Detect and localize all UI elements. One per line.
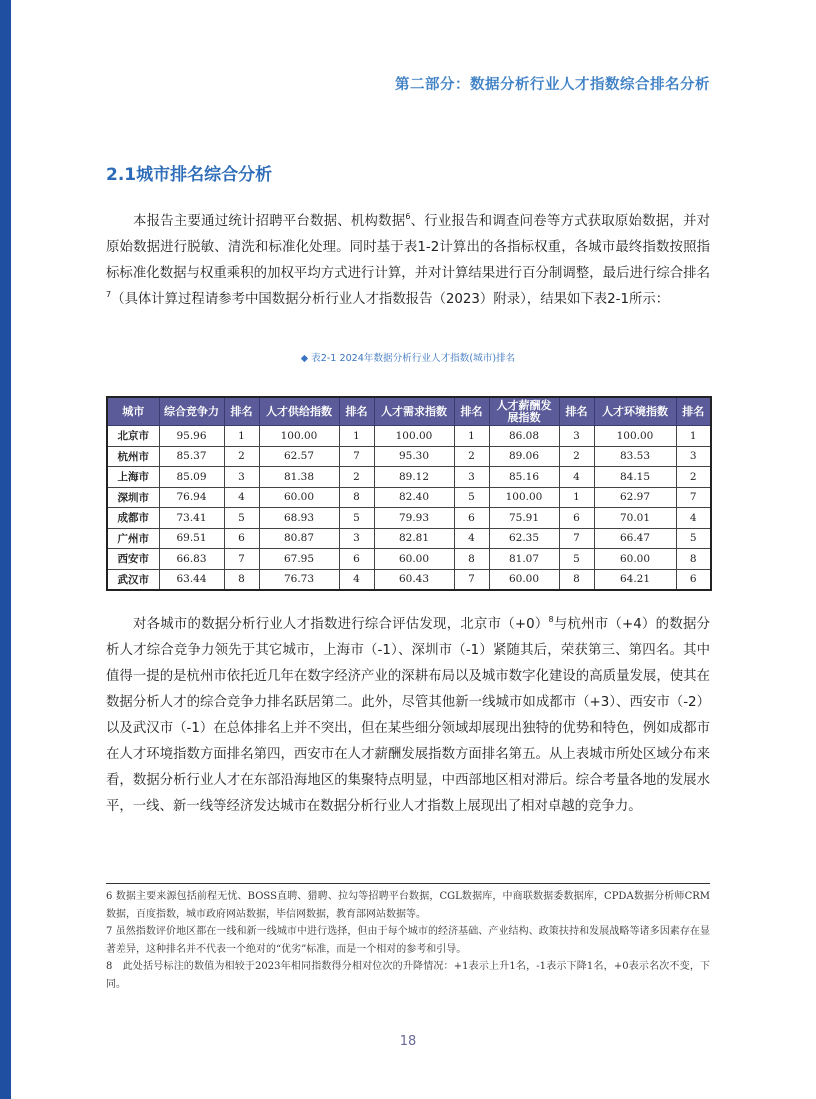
table-cell: 5 [559, 549, 594, 570]
header-rank: 排名 [339, 397, 374, 426]
table-row [107, 487, 711, 508]
table-cell: 81.07 [489, 549, 559, 570]
table-cell: 1 [676, 426, 711, 447]
table-cell: 2 [224, 446, 259, 467]
table-cell: 60.00 [489, 569, 559, 590]
table-cell: 73.41 [159, 508, 224, 529]
table-cell: 85.37 [159, 446, 224, 467]
table-cell: 5 [339, 508, 374, 529]
analysis-text-2: 与杭州市（+4）的数据分析人才综合竞争力领先于其它城市，上海市（-1）、深圳市（-1）紧随其后，荣获第三、第四名。其中值得一提的是杭州市依托近几年在数字经济产业的深耕布局以及城市数字化建设的高质量发展，使其在数据分析人才的综合竞争力排名跃居第二。此外，尽管其他新一线城市如成都市（+3）、西安市（-2）以及武汉市（-1）在总体排名上并不突出，但在某些细分领域却展现出独特的优势和特色，例如成都市在人才环境指数方面排名第四，西安市在人才薪酬发展指数方面排名第五。从上表城市所处区域分布来看，数据分析行业人才在东部沿海地区的集聚特点明显，中西部地区相对滞后。综合考量各地的发展水平，一线、新一线等经济发达城市在数据分析行业人才指数上展现出了相对卓越的竞争力。 [106, 617, 710, 814]
table-cell: 62.97 [594, 487, 676, 508]
table-cell: 3 [559, 426, 594, 447]
header-rank: 排名 [559, 397, 594, 426]
header-rank: 排名 [224, 397, 259, 426]
table-cell: 67.95 [259, 549, 339, 570]
table-cell: 68.93 [259, 508, 339, 529]
city-cell: 北京市 [107, 426, 159, 447]
table-cell: 5 [676, 528, 711, 549]
table-cell: 66.47 [594, 528, 676, 549]
table-cell: 60.00 [259, 487, 339, 508]
table-cell: 100.00 [259, 426, 339, 447]
table-cell: 76.73 [259, 569, 339, 590]
city-ranking-table [106, 396, 712, 591]
city-cell: 杭州市 [107, 446, 159, 467]
footnote-divider [106, 883, 710, 884]
footnote-8: 8 此处括号标注的数值为相较于2023年相同指数得分相对位次的升降情况：+1表示上升1名，-1表示下降1名，+0表示名次不变，下同。 [106, 961, 710, 990]
table-header-row [107, 397, 711, 426]
table-cell: 83.53 [594, 446, 676, 467]
table-cell: 81.38 [259, 467, 339, 488]
table-cell: 76.94 [159, 487, 224, 508]
table-cell: 82.81 [374, 528, 454, 549]
table-cell: 2 [339, 467, 374, 488]
table-cell: 6 [224, 528, 259, 549]
footnote-6: 6 数据主要来源包括前程无忧、BOSS直聘、猎聘、拉勾等招聘平台数据，CGL数据库，中商联数据委数据库，CPDA数据分析师CRM数据，百度指数，城市政府网站数据，毕信网数据，教育部网站数据等。 [106, 891, 710, 920]
table-cell: 2 [676, 467, 711, 488]
table-cell: 3 [224, 467, 259, 488]
table-cell: 3 [676, 446, 711, 467]
table-cell: 69.51 [159, 528, 224, 549]
header-salary: 人才薪酬发展指数 [489, 397, 559, 426]
table-cell: 8 [454, 549, 489, 570]
table-cell: 6 [676, 569, 711, 590]
table-cell: 60.00 [594, 549, 676, 570]
table-row [107, 508, 711, 529]
table-cell: 85.16 [489, 467, 559, 488]
table-cell: 4 [676, 508, 711, 529]
table-cell: 85.09 [159, 467, 224, 488]
table-cell: 86.08 [489, 426, 559, 447]
table-cell: 95.30 [374, 446, 454, 467]
table-cell: 7 [339, 446, 374, 467]
footnote-ref-6[interactable]: 6 [405, 212, 411, 221]
intro-text-2: 、行业报告和调查问卷等方式获取原始数据，并对原始数据进行脱敏、清洗和标准化处理。同时基于表1-2计算出的各指标权重，各城市最终指数按照指标标准化数据与权重乘积的加权平均方式进行计算，并对计算结果进行百分制调整，最后进行综合排名 [106, 214, 711, 281]
table-cell: 66.83 [159, 549, 224, 570]
table-cell: 5 [224, 508, 259, 529]
table-cell: 3 [454, 467, 489, 488]
table-cell: 7 [676, 487, 711, 508]
table-cell: 70.01 [594, 508, 676, 529]
intro-text-3: （具体计算过程请参考中国数据分析行业人才指数报告（2023）附录），结果如下表2-1所示： [111, 292, 670, 307]
page-number: 18 [399, 1034, 417, 1049]
table-cell: 60.00 [374, 549, 454, 570]
table-row [107, 549, 711, 570]
table-row [107, 467, 711, 488]
analysis-paragraph [106, 612, 710, 820]
header-demand: 人才需求指数 [374, 397, 454, 426]
city-cell: 西安市 [107, 549, 159, 570]
analysis-text-1: 对各城市的数据分析行业人才指数进行综合评估发现，北京市（+0） [133, 617, 549, 632]
table-cell: 1 [224, 426, 259, 447]
table-cell: 8 [339, 487, 374, 508]
table-row [107, 446, 711, 467]
city-cell: 广州市 [107, 528, 159, 549]
table-cell: 100.00 [489, 487, 559, 508]
header-rank: 排名 [454, 397, 489, 426]
table-cell: 89.06 [489, 446, 559, 467]
table-cell: 4 [559, 467, 594, 488]
header-rank: 排名 [676, 397, 711, 426]
table-cell: 3 [339, 528, 374, 549]
header-environment: 人才环境指数 [594, 397, 676, 426]
side-accent-bar [0, 0, 11, 1099]
table-row [107, 528, 711, 549]
table-cell: 79.93 [374, 508, 454, 529]
table-cell: 64.21 [594, 569, 676, 590]
table-cell: 7 [224, 549, 259, 570]
header-supply: 人才供给指数 [259, 397, 339, 426]
footnote-7: 7 虽然指数评价地区都在一线和新一线城市中进行选择，但由于每个城市的经济基础、产业结构、政策扶持和发展战略等诸多因素存在显著差异，这种排名并不代表一个绝对的“优劣”标准，而是一个相对的参考和引导。 [106, 926, 710, 955]
table-cell: 4 [224, 487, 259, 508]
section-title: 2.1城市排名综合分析 [106, 165, 273, 185]
table-cell: 6 [339, 549, 374, 570]
table-cell: 8 [559, 569, 594, 590]
table-cell: 7 [559, 528, 594, 549]
table-cell: 62.57 [259, 446, 339, 467]
table-cell: 75.91 [489, 508, 559, 529]
running-header: 第二部分：数据分析行业人才指数综合排名分析 [395, 77, 710, 93]
table-cell: 80.87 [259, 528, 339, 549]
table-cell: 8 [676, 549, 711, 570]
header-city: 城市 [107, 397, 159, 426]
table-cell: 4 [339, 569, 374, 590]
table-cell: 7 [454, 569, 489, 590]
table-cell: 1 [454, 426, 489, 447]
table-cell: 1 [339, 426, 374, 447]
table-cell: 62.35 [489, 528, 559, 549]
table-cell: 100.00 [594, 426, 676, 447]
footnote-ref-7[interactable]: 7 [106, 290, 112, 299]
city-cell: 上海市 [107, 467, 159, 488]
footnote-ref-8[interactable]: 8 [548, 615, 554, 624]
table-cell: 8 [224, 569, 259, 590]
footnotes [106, 888, 710, 993]
intro-paragraph [106, 209, 710, 313]
city-cell: 成都市 [107, 508, 159, 529]
table-cell: 100.00 [374, 426, 454, 447]
table-cell: 6 [559, 508, 594, 529]
header-overall: 综合竞争力 [159, 397, 224, 426]
table-cell: 2 [559, 446, 594, 467]
table-cell: 6 [454, 508, 489, 529]
city-cell: 深圳市 [107, 487, 159, 508]
table-cell: 60.43 [374, 569, 454, 590]
table-cell: 63.44 [159, 569, 224, 590]
table-cell: 4 [454, 528, 489, 549]
table-cell: 89.12 [374, 467, 454, 488]
table-cell: 82.40 [374, 487, 454, 508]
table-cell: 2 [454, 446, 489, 467]
table-cell: 5 [454, 487, 489, 508]
table-cell: 84.15 [594, 467, 676, 488]
table-row [107, 569, 711, 590]
city-cell: 武汉市 [107, 569, 159, 590]
table-cell: 1 [559, 487, 594, 508]
table-caption: ◆ 表2-1 2024年数据分析行业人才指数(城市)排名 [300, 353, 516, 364]
table-row [107, 426, 711, 447]
intro-text-1: 本报告主要通过统计招聘平台数据、机构数据 [133, 214, 406, 229]
table-cell: 95.96 [159, 426, 224, 447]
